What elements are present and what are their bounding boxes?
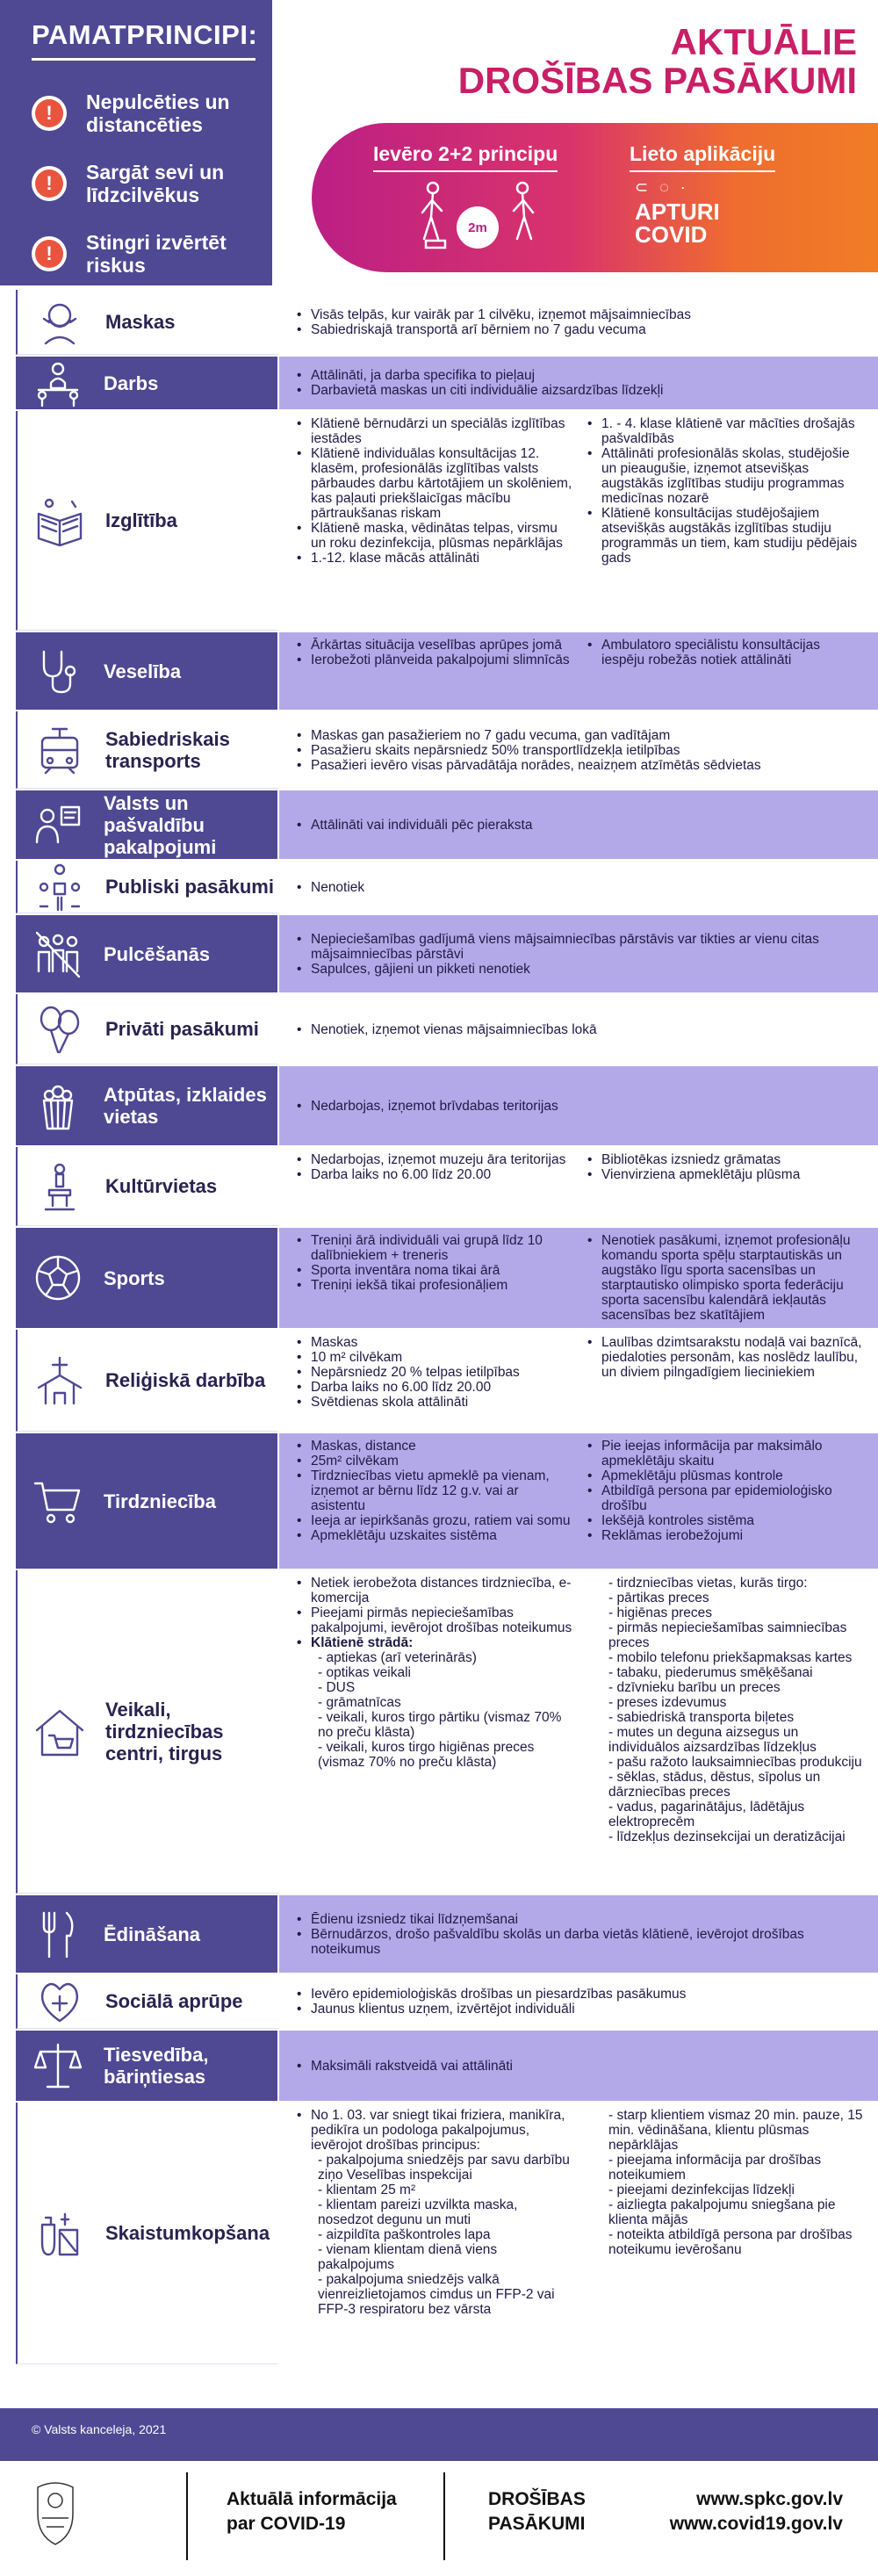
content-column: [293, 1022, 874, 1037]
list-item: • Attālināti vai individuāli pēc pieraksta: [293, 818, 866, 833]
services-icon: [32, 798, 84, 851]
table-row: [16, 711, 878, 790]
list-item: • Vienvirziena apmeklētāju plūsma: [584, 1167, 866, 1182]
row-content-cell: [279, 1895, 878, 1973]
beauty-icon: [33, 2207, 86, 2260]
content-column: [293, 1912, 874, 1957]
table-row: [16, 861, 878, 915]
list-item: - higiēnas preces: [608, 1605, 713, 1620]
content-column: [293, 368, 874, 398]
list-item: • 1. - 4. klase klātienē var mācīties drošajās pašvaldībās: [584, 416, 866, 446]
table-row: [16, 2031, 878, 2103]
row-label: Veikali, tirdzniecības centri, tirgus: [105, 1699, 224, 1764]
list-item: • Nepārsniedz 20 % telpas ietilpības: [293, 1365, 575, 1380]
footer-divider: [443, 2472, 445, 2560]
principle-item: ! Stingri izvērtēt riskus: [32, 219, 272, 289]
list-item: • Ēdienu izsniedz tikai līdzņemšanai: [293, 1912, 866, 1927]
row-label-cell: [16, 411, 279, 631]
row-label: Atpūtas, izklaides vietas: [104, 1084, 267, 1128]
content-column: [293, 880, 874, 895]
table-row: [16, 915, 878, 994]
list-item: - pirmās nepieciešamības saimniecības preces: [608, 1620, 847, 1650]
row-label-cell: [16, 1974, 279, 2029]
spkc-link[interactable]: www.spkc.gov.lv: [696, 2489, 843, 2509]
row-label-cell: [16, 1228, 279, 1328]
list-item: • Iekšējā kontroles sistēma: [584, 1513, 866, 1528]
cutlery-icon: [32, 1908, 84, 1960]
gathering-icon: [32, 927, 84, 980]
row-label-cell: [16, 711, 279, 789]
coat-of-arms-icon: [25, 2479, 86, 2549]
list-item: • Atbildīgā persona par epidemioloģisko drošību: [584, 1483, 866, 1513]
list-item: • Apmeklētāju plūsmas kontrole: [584, 1468, 866, 1483]
table-row: [16, 1974, 878, 2031]
content-column: [293, 1439, 584, 1543]
content-column: [293, 1335, 584, 1410]
row-label: Privāti pasākumi: [105, 1018, 259, 1040]
shop-icon: [33, 1706, 86, 1758]
content-column: [293, 1576, 584, 1770]
row-content-cell: [279, 632, 878, 710]
content-column: [584, 1576, 874, 1844]
list-item: - klientam pareizi uzvilkta maska, nosedzot degunu un muti: [318, 2197, 518, 2227]
work-icon: [32, 357, 84, 409]
list-item: • Nedarbojas, izņemot muzeju āra teritorijas: [293, 1152, 575, 1167]
principle-item: ! Sargāt sevi un līdzcilvēkus: [32, 148, 272, 219]
list-item: • Maksimāli rakstveidā vai attālināti: [293, 2059, 866, 2074]
list-item: - veikali, kuros tirgo pārtiku (vismaz 70% no preču klāsta): [318, 1710, 562, 1740]
row-label: Tiesvedība, bāriņtiesas: [104, 2044, 209, 2088]
measures-title: DROŠĪBAS PASĀKUMI: [488, 2489, 586, 2534]
row-label-cell: [16, 1433, 279, 1569]
list-item: • Maskas, distance: [293, 1439, 575, 1454]
content-column: [293, 2108, 584, 2317]
table-row: [16, 290, 878, 357]
row-label: Tirdzniecība: [104, 1490, 216, 1512]
list-item: • Nedarbojas, izņemot brīvdabas teritorijas: [293, 1099, 866, 1114]
content-column: [293, 1233, 584, 1293]
page-title: AKTUĀLIE DROŠĪBAS PASĀKUMI: [457, 21, 857, 101]
principles-title: PAMATPRINCIPI:: [32, 19, 258, 50]
list-item: • Visās telpās, kur vairāk par 1 cilvēku, izņemot mājsaimniecības: [293, 307, 866, 322]
list-item: - līdzekļus dezinsekcijai un deratizācijai: [608, 1829, 846, 1844]
list-item: • Netiek ierobežota distances tirdzniecība, e-komercija: [293, 1576, 575, 1605]
list-item: • Sapulces, gājieni un pikketi nenotiek: [293, 962, 866, 977]
copyright: © Valsts kanceleja, 2021: [32, 2422, 167, 2436]
row-label-cell: [16, 357, 279, 409]
safety-banner: [312, 123, 878, 272]
row-label-cell: [16, 1066, 279, 1145]
row-label: Izglītība: [105, 509, 177, 531]
alert-icon: !: [32, 166, 67, 201]
list-item: • Ārkārtas situācija veselības aprūpes jomā: [293, 638, 575, 653]
list-item: • Maskas: [293, 1335, 575, 1350]
church-icon: [33, 1354, 86, 1407]
event-icon: [33, 861, 86, 913]
list-item: • Darba laiks no 6.00 līdz 20.00: [293, 1380, 575, 1395]
content-column: [293, 818, 874, 833]
list-item: - aizpildīta paškontroles lapa: [318, 2227, 491, 2242]
row-label: Maskas: [105, 311, 176, 333]
row-label-cell: [16, 2031, 279, 2101]
list-item: - pašu ražoto lauksaimniecības produkciju: [608, 1755, 862, 1770]
row-label-cell: [16, 2103, 279, 2364]
row-label: Skaistumkopšana: [105, 2222, 270, 2244]
table-row: [16, 994, 878, 1066]
list-item: • Jaunus klientus uzņem, izvērtējot individuāli: [293, 2002, 866, 2017]
list-item: • Klātienē maska, vēdinātas telpas, virsmu un roku dezinfekcija, plūsmas nepārklājas: [293, 521, 575, 551]
list-item: - optikas veikali: [318, 1665, 411, 1680]
list-item: - pakalpojuma sniedzējs valkā vienreizlietojamos cimdus un FFP-2 vai FFP-3 respiratoru bez vārsta: [318, 2272, 555, 2317]
list-item: • Klātienē konsultācijas studējošajiem atsevišķās augstākās izglītības studiju programmās un tiem, kam studiju pēdējais gads: [584, 506, 866, 566]
content-column: [584, 1233, 874, 1323]
list-item: - starp klientiem vismaz 20 min. pauze, 15 min. vēdināšana, klientu plūsmas nepārklājas: [608, 2108, 863, 2153]
list-item: • Tirdzniecības vietu apmeklē pa vienam, izņemot ar bērnu līdz 12 g.v. vai ar asistentu: [293, 1468, 575, 1513]
content-column: [584, 1439, 874, 1543]
list-item: • Nepieciešamības gadījumā viens mājsaimniecības pārstāvis var tikties ar vienu citas mājsaimniecības pārstāvi: [293, 932, 866, 962]
row-label: Reliģiskā darbība: [105, 1369, 266, 1391]
table-row: [16, 1228, 878, 1330]
row-content-cell: [279, 1433, 878, 1569]
content-column: [293, 1987, 874, 2017]
list-item: - sabiedriskā transporta biļetes: [608, 1710, 795, 1725]
apturi-covid-logo: ⊂ ◌ · APTURI COVID: [635, 178, 720, 248]
list-item: • Attālināti profesionālās skolas, studējošie un pieaugušie, izņemot atsevišķas augstākās izglītības studiju programmas medicīnas nozarē: [584, 446, 866, 506]
list-item: - dzīvnieku barību un preces: [608, 1680, 781, 1695]
list-item: • Treniņi ārā individuāli vai grupā līdz 10 dalībniekiem + treneris: [293, 1233, 575, 1263]
list-item: • Ieeja ar iepirkšanās grozu, ratiem vai somu: [293, 1513, 575, 1528]
mask-icon: [33, 296, 86, 349]
list-item: - vienam klientam dienā viens pakalpojums: [318, 2242, 498, 2272]
popcorn-icon: [32, 1079, 84, 1132]
row-label-cell: [16, 1330, 279, 1432]
row-content-cell: [279, 1066, 878, 1145]
list-item: • 1.-12. klase mācās attālināti: [293, 551, 575, 566]
list-item: - tabaku, piederumus smēķēšanai: [608, 1665, 813, 1680]
footer-divider: [186, 2472, 188, 2560]
principle-item: ! Nepulcēties un distancēties: [32, 78, 272, 148]
table-row: [16, 632, 878, 711]
table-row: [16, 1433, 878, 1570]
scales-icon: [32, 2039, 84, 2092]
table-row: [16, 1330, 878, 1433]
care-icon: [33, 1975, 86, 2028]
content-column: [293, 932, 874, 977]
content-column: [584, 1335, 874, 1380]
table-row: [16, 790, 878, 861]
list-item: • Bērnudārzos, drošo pašvaldību skolās un darba vietās klātienē, ievērojot drošības noteikumus: [293, 1927, 866, 1957]
footer: [0, 2461, 878, 2576]
list-item: • Treniņi iekšā tikai profesionāļiem: [293, 1278, 575, 1293]
list-item: • 25m² cilvēkam: [293, 1454, 575, 1468]
table-row: [16, 357, 878, 411]
row-label: Publiski pasākumi: [105, 876, 274, 898]
list-item: - pārtikas preces: [608, 1591, 709, 1605]
list-item: - pieejami dezinfekcijas līdzekļi: [608, 2183, 795, 2197]
row-content-cell: [279, 915, 878, 992]
row-label-cell: [16, 290, 279, 355]
list-item: - aptiekas (arī veterinārās): [318, 1650, 477, 1665]
tram-icon: [33, 724, 86, 776]
row-label: Sports: [104, 1266, 165, 1289]
principles-panel: [0, 0, 272, 285]
row-content-cell: [279, 1974, 878, 2029]
content-column: [293, 307, 874, 337]
book-icon: [33, 494, 86, 547]
alert-icon: !: [32, 96, 67, 131]
row-label: Darbs: [104, 372, 159, 394]
info-title: Aktuālā informācija par COVID-19: [227, 2489, 397, 2534]
balloons-icon: [33, 1003, 86, 1056]
content-column: [584, 416, 874, 566]
principles-divider: [32, 58, 255, 61]
list-item: • Maskas gan pasažieriem no 7 gadu vecuma, gan vadītājam: [293, 728, 866, 743]
list-item: • Ievēro epidemioloģiskās drošības un piesardzības pasākumus: [293, 1987, 866, 2002]
row-label-cell: [16, 915, 279, 992]
list-item: - noteikta atbildīgā persona par drošības noteikumu ievērošanu: [608, 2227, 853, 2257]
row-content-cell: [279, 1570, 878, 1894]
row-label: Veselība: [104, 660, 182, 682]
list-item: - mutes un deguna aizsegus un individuālos aizsardzības līdzekļus: [608, 1725, 817, 1755]
list-item: • Pie ieejas informācija par maksimālo apmeklētāju skaitu: [584, 1439, 866, 1468]
table-row: [16, 1066, 878, 1147]
content-column: [293, 2059, 874, 2074]
list-item: • Pasažieru skaits nepārsniedz 50% transportlīdzekļa ietilpības: [293, 743, 866, 758]
list-item: • Sabiedriskajā transportā arī bērniem no 7 gadu vecuma: [293, 322, 866, 337]
row-content-cell: [279, 1228, 878, 1328]
row-content-cell: [279, 2103, 878, 2364]
row-label-cell: [16, 1147, 279, 1226]
row-label-cell: [16, 994, 279, 1064]
row-label: Ēdināšana: [104, 1923, 201, 1945]
list-item: • Klātienē bērnudārzi un speciālās izglītības iestādes: [293, 416, 575, 446]
row-content-cell: [279, 290, 878, 355]
list-item: - mobilo telefonu priekšapmaksas kartes: [608, 1650, 853, 1665]
list-item: • Bibliotēkas izsniedz grāmatas: [584, 1152, 866, 1167]
list-item: • Pasažieri ievēro visas pārvadātāja norādes, neaizņem atzīmētās sēdvietas: [293, 758, 866, 773]
content-column: [293, 1152, 584, 1182]
table-row: [16, 411, 878, 632]
list-item: • Nenotiek pasākumi, izņemot profesionāļu komandu sporta spēļu starptautiskās un augstāko līgu sporta sacensības un starptautisko olimpisko sporta federāciju sporta sacensību kalendārā iekļautās sacensības bez skatītājiem: [584, 1233, 866, 1323]
app-label: Lieto aplikāciju: [630, 142, 775, 172]
list-item: - pakalpojuma sniedzējs par savu darbību ziņo Veselības inspekcijai: [318, 2153, 570, 2183]
covid19-link[interactable]: www.covid19.gov.lv: [669, 2514, 843, 2534]
row-label: Pulcēšanās: [104, 942, 211, 965]
content-column: [293, 1099, 874, 1114]
list-item: • 10 m² cilvēkam: [293, 1350, 575, 1365]
table-row: [16, 1570, 878, 1895]
list-item: • Darba laiks no 6.00 līdz 20.00: [293, 1167, 575, 1182]
list-item: - sēklas, stādus, dēstus, sīpolus un dārzniecības preces: [608, 1770, 821, 1800]
list-item: • Nenotiek: [293, 880, 866, 895]
row-label: Sabiedriskais transports: [105, 727, 230, 772]
list-item: • Apmeklētāju uzskaites sistēma: [293, 1528, 575, 1543]
row-content-cell: [279, 994, 878, 1064]
content-column: [584, 2108, 874, 2257]
content-column: [293, 728, 874, 773]
content-column: [584, 1152, 874, 1182]
content-column: [293, 416, 584, 566]
content-column: [584, 638, 874, 667]
distance-principle-label: Ievēro 2+2 principu: [373, 142, 558, 172]
row-content-cell: [279, 2031, 878, 2101]
website-links[interactable]: [670, 2487, 843, 2536]
row-content-cell: [279, 1330, 878, 1432]
list-item: • Ambulatoro speciālistu konsultācijas iespēju robežās notiek attālināti: [584, 638, 866, 667]
row-label-cell: [16, 632, 279, 710]
list-item: - aizliegta pakalpojumu sniegšana pie klienta mājās: [608, 2197, 836, 2227]
row-label-cell: [16, 1570, 279, 1894]
table-row: [16, 2103, 878, 2366]
list-item: - tirdzniecības vietas, kurās tirgo:: [608, 1576, 808, 1591]
list-item: • Laulības dzimtsarakstu nodaļā vai baznīcā, piedaloties personām, kas noslēdz laulību, un diviem pilngadīgiem lieciniekiem: [584, 1335, 866, 1380]
row-label-cell: [16, 861, 279, 913]
list-item: • Reklāmas ierobežojumi: [584, 1528, 866, 1543]
table-row: [16, 1895, 878, 1974]
row-label: Sociālā aprūpe: [105, 1990, 243, 2012]
list-item: • No 1. 03. var sniegt tikai friziera, manikīra, pedikīra un podologa pakalpojumus, ievērojot drošības principus:: [293, 2108, 575, 2153]
alert-icon: !: [32, 236, 67, 271]
list-item: - pieejama informācija par drošības noteikumiem: [608, 2153, 822, 2183]
row-content-cell: [279, 411, 878, 631]
list-item: • Svētdienas skola attālināti: [293, 1395, 575, 1410]
list-item: • Nenotiek, izņemot vienas mājsaimniecības lokā: [293, 1022, 866, 1037]
ball-icon: [32, 1252, 84, 1304]
row-label-cell: [16, 1895, 279, 1973]
row-content-cell: [279, 861, 878, 913]
row-label: Valsts un pašvaldību pakalpojumi: [104, 791, 217, 858]
list-item: • Attālināti, ja darba specifika to pieļauj: [293, 368, 866, 383]
list-item: • Darbavietā maskas un citi individuālie aizsardzības līdzekļi: [293, 383, 866, 398]
list-item: - veikali, kuros tirgo higiēnas preces (vismaz 70% no preču klāsta): [318, 1740, 535, 1770]
list-item: - vadus, pagarinātājus, lādētājus elektroprecēm: [608, 1800, 805, 1829]
health-icon: [32, 645, 84, 697]
list-item: - klientam 25 m²: [318, 2183, 416, 2197]
row-content-cell: [279, 711, 878, 789]
list-item: • Sporta inventāra noma tikai ārā: [293, 1263, 575, 1278]
list-item: - preses izdevumus: [608, 1695, 727, 1710]
list-item: • Klātienē individuālas konsultācijas 12. klasēm, profesionālās izglītības valsts pārbaudes darbu kārtotājiem un skolēniem, kas paļauti priekšlaicīgas mācību pārtraukšanas riskam: [293, 446, 575, 521]
row-content-cell: [279, 1147, 878, 1226]
measures-table: [16, 290, 878, 2366]
content-column: [293, 638, 584, 667]
row-label-cell: [16, 790, 279, 859]
list-item: • Ierobežoti plānveida pakalpojumi slimnīcās: [293, 653, 575, 667]
table-row: [16, 1147, 878, 1228]
distance-badge: 2m: [457, 206, 499, 249]
list-item: - grāmatnīcas: [318, 1695, 401, 1710]
row-content-cell: [279, 790, 878, 859]
header: [0, 0, 878, 285]
monument-icon: [33, 1160, 86, 1213]
list-item: • Klātienē strādā:: [293, 1635, 575, 1650]
list-item: - DUS: [318, 1680, 356, 1695]
row-content-cell: [279, 357, 878, 409]
list-item: • Pieejami pirmās nepieciešamības pakalpojumi, ievērojot drošības noteikumus: [293, 1605, 575, 1635]
row-label: Kultūrvietas: [105, 1175, 218, 1197]
cart-icon: [32, 1475, 84, 1527]
